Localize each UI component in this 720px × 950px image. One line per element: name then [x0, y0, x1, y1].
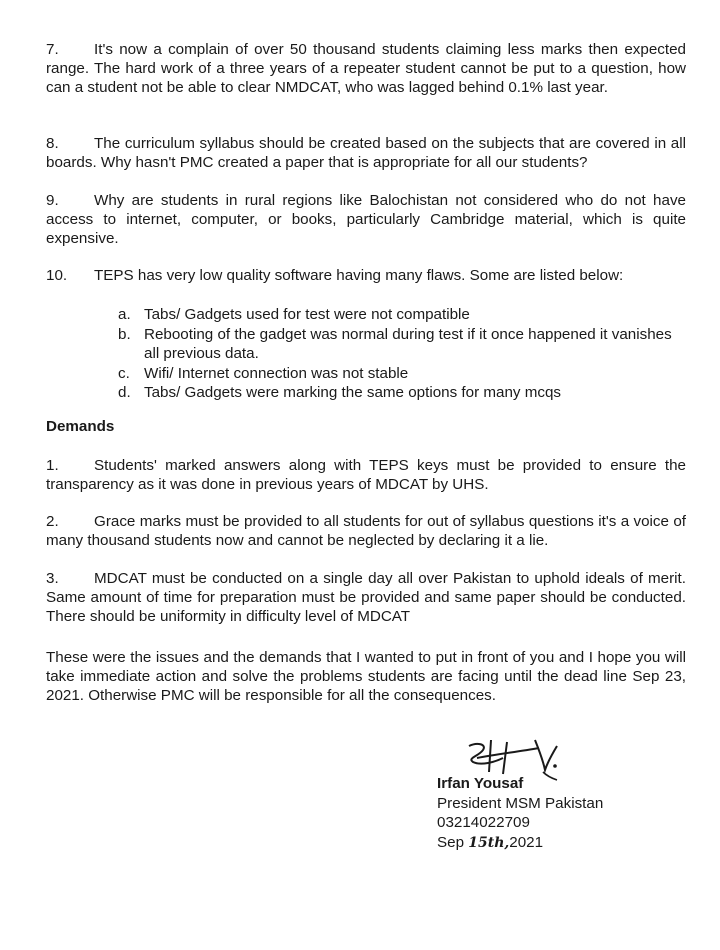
demand-2 [46, 512, 686, 550]
signatory-name: Irfan Yousaf [437, 775, 524, 792]
demand-text: Grace marks must be provided to all students for out of syllabus questions it's a voice of many thousand students now and cannot be neglected by declaring it a lie. [46, 513, 686, 549]
demand-number: 2. [46, 513, 59, 530]
list-letter: a. [118, 306, 131, 323]
demand-3 [46, 569, 686, 626]
demands-heading: Demands [46, 418, 115, 435]
date-handwritten: 15th, [468, 834, 510, 851]
date-suffix: 2021 [509, 833, 544, 851]
list-item-text: Tabs/ Gadgets used for test were not compatible [144, 306, 470, 323]
demand-text: MDCAT must be conducted on a single day all over Pakistan to uphold ideals of merit. Same amount of time for preparation must be provided and same paper should be conducted. There should be uniformity in difficulty level of MDCAT [46, 570, 686, 625]
demand-number: 3. [46, 570, 59, 587]
issue-9 [46, 191, 686, 248]
issue-text: TEPS has very low quality software having many flaws. Some are listed below: [94, 267, 624, 284]
demand-1 [46, 456, 686, 494]
issue-number: 8. [46, 135, 59, 152]
list-item [118, 364, 678, 384]
list-letter: d. [118, 384, 131, 401]
issue-number: 7. [46, 41, 59, 58]
closing-paragraph: These were the issues and the demands that I wanted to put in front of you and I hope you will take immediate action and solve the problems students are facing until the dead line Sep 23, 2021. Otherwise PMC will be responsible for all the consequences. [46, 649, 686, 704]
issue-text: It's now a complain of over 50 thousand students claiming less marks then expected range. The hard work of a three years of a repeater student cannot be put to a question, how can a student not be able to clear NMDCAT, who was lagged behind 0.1% last year. [46, 41, 686, 96]
signatory-details [437, 774, 603, 853]
issue-number: 9. [46, 192, 59, 209]
demand-number: 1. [46, 457, 59, 474]
signature-date [437, 833, 603, 854]
issue-text: The curriculum syllabus should be created based on the subjects that are covered in all boards. Why hasn't PMC created a paper that is appropriate for all our students? [46, 135, 686, 171]
issue-8 [46, 134, 686, 172]
list-item [118, 305, 678, 325]
issue-10 [46, 266, 686, 285]
issue-text: Why are students in rural regions like Balochistan not considered who do not have access to internet, computer, or books, particularly Cambridge material, which is quite expensive. [46, 192, 686, 247]
list-letter: b. [118, 325, 131, 343]
issue-number: 10. [46, 267, 68, 284]
list-letter: c. [118, 364, 130, 382]
date-prefix: Sep [437, 833, 465, 851]
list-item [118, 325, 678, 364]
flaws-list [118, 305, 678, 403]
list-item-text: Wifi/ Internet connection was not stable [144, 364, 409, 382]
signatory-title: President MSM Pakistan [437, 794, 604, 812]
demand-text: Students' marked answers along with TEPS keys must be provided to ensure the transparency as it was done in previous years of MDCAT by UHS. [46, 457, 686, 493]
issue-7 [46, 40, 686, 97]
list-item [118, 383, 678, 403]
list-item-text: Tabs/ Gadgets were marking the same options for many mcqs [144, 384, 561, 401]
signatory-phone: 03214022709 [437, 814, 530, 832]
list-item-text: Rebooting of the gadget was normal during test if it once happened it vanishes all previous data. [144, 325, 672, 362]
